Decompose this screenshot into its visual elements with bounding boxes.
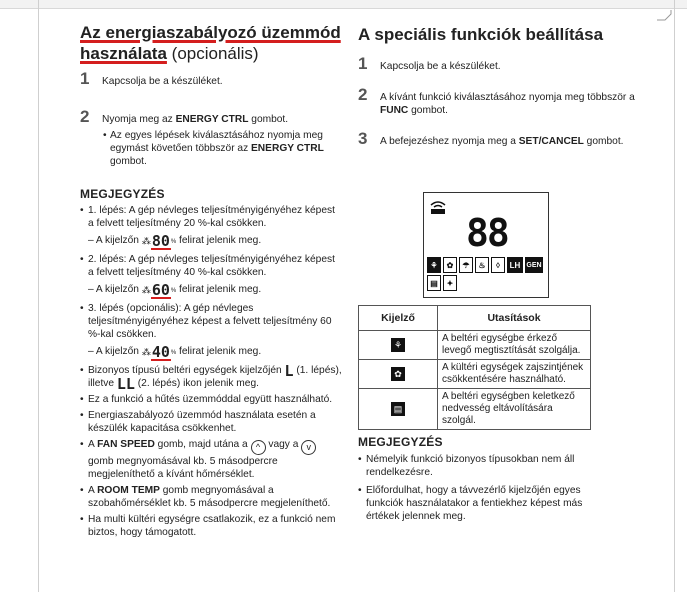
step1-level-icon: L <box>284 362 294 380</box>
percent-sign: % <box>170 288 177 294</box>
table-cell-text: A beltéri egységben keletkező nedvesség eltávolítására szolgál. <box>438 389 591 430</box>
right-step-1 <box>358 54 648 73</box>
left-title <box>80 22 342 64</box>
left-title-optional: (opcionális) <box>166 44 259 63</box>
note-item: • Némelyik funkció bizonyos típusokban nem áll rendelkezésre. <box>358 453 608 479</box>
step-text-post: gombot. <box>248 114 289 125</box>
step-text: Kapcsolja be a készüléket. <box>102 76 223 87</box>
remote-lcd-display <box>423 192 549 298</box>
step-text <box>380 91 648 117</box>
step-number: 3 <box>358 129 368 148</box>
left-notes-list <box>80 204 342 539</box>
step-number: 2 <box>80 107 90 126</box>
header-display: Kijelző <box>359 306 438 331</box>
right-note-heading: MEGJEGYZÉS <box>358 435 443 449</box>
step-text: Kapcsolja be a készüléket. <box>380 61 501 72</box>
star-icon: ✦ <box>443 275 457 291</box>
note-dash-line <box>88 283 342 299</box>
dash-pre: – A kijelzőn <box>88 235 142 246</box>
display-icon-row <box>427 257 545 275</box>
note-item <box>80 484 342 510</box>
ion-icon: ⚘ <box>427 257 441 273</box>
step-sub-bullet: • Az egyes lépések kiválasztásához nyomja meg egymást követően többször az ENERGY CTRL gombot. <box>103 130 324 167</box>
table-header-row <box>359 306 591 331</box>
note-item: • Ez a funkció a hűtés üzemmóddal együtt használható. <box>80 393 342 406</box>
left-note-heading: MEGJEGYZÉS <box>80 187 165 201</box>
step2-level-icon: LL <box>116 375 135 393</box>
energy-value-40: 40 <box>151 343 170 361</box>
humidity-icon: ▤ <box>391 402 405 416</box>
note-text-a: Bizonyos típusú beltéri egységek kijelzőjén <box>88 365 285 376</box>
table-row <box>359 360 591 389</box>
signal-icon <box>429 199 447 215</box>
note-text: 1. lépés: A gép névleges teljesítményigényéhez képest a felvett teljesítmény 20 %-kal csökken. <box>88 205 335 229</box>
dash-post: felirat jelenik meg. <box>176 235 262 246</box>
table-row <box>359 331 591 360</box>
note-item <box>80 302 342 361</box>
page-corner-icon <box>655 8 673 22</box>
note-dash-line <box>88 345 342 361</box>
page-left-edge <box>38 0 39 592</box>
left-title-line2: használata <box>80 44 167 63</box>
sub-text-pre: Az egyes lépések kiválasztásához nyomja meg egymást követően többször az <box>110 130 323 154</box>
note-text-c: (2. lépés) ikon jelenik meg. <box>134 378 259 389</box>
note-text-a: A <box>88 439 98 450</box>
func-label: FUNC <box>380 105 409 116</box>
humidity-icon: ♨ <box>475 257 489 273</box>
fan-icon: ⁂ <box>141 236 151 246</box>
note-item <box>80 204 342 250</box>
sub-text-bold: ENERGY CTRL <box>251 143 324 154</box>
energy-value-80: 80 <box>151 232 170 250</box>
table-row <box>359 389 591 430</box>
note-item: • Ha multi kültéri egységre csatlakozik, ez a funkció nem biztos, hogy támogatott. <box>80 513 342 539</box>
note-text-c: gomb, majd utána a <box>154 439 251 450</box>
step-text-post: gombot. <box>408 105 448 116</box>
clean-icon: ✿ <box>443 257 457 273</box>
right-notes <box>358 436 608 523</box>
percent-sign: % <box>170 239 177 245</box>
note-text-b: (1. lépés), illetve <box>88 365 342 389</box>
left-title-line1: Az energiaszabályozó üzemmód <box>80 23 341 42</box>
viewer-top-strip <box>0 0 687 9</box>
step-text-pre: A befejezéshez nyomja meg a <box>380 136 519 147</box>
percent-sign: % <box>170 350 177 356</box>
table-cell-icon <box>359 331 438 360</box>
set-cancel-label: SET/CANCEL <box>518 136 584 147</box>
quiet-icon: ✿ <box>391 367 405 381</box>
sub-text-post: gombot. <box>110 156 147 167</box>
down-button-icon: v <box>301 440 316 455</box>
step-text-post: gombot. <box>583 136 624 147</box>
step-number: 1 <box>358 54 368 73</box>
table-cell-text: A beltéri egységbe érkező levegő megtisztítását szolgálja. <box>438 331 591 360</box>
note-item: • Előfordulhat, hogy a távvezérlő kijelzőjén egyes funkciók használatakor a fentiekhez képest más értékek jelennek meg. <box>358 484 608 523</box>
right-step-3 <box>358 129 648 148</box>
fan-icon: ⁂ <box>141 347 151 357</box>
right-notes-list <box>358 453 608 523</box>
note-text-a: A <box>88 485 98 496</box>
up-button-icon: ^ <box>251 440 266 455</box>
purify-icon: ⚘ <box>391 338 405 352</box>
fan-icon: ⁂ <box>141 285 151 295</box>
dry-icon: ☂ <box>459 257 473 273</box>
left-column <box>80 22 342 539</box>
table-cell-icon <box>359 360 438 389</box>
note-text: 2. lépés: A gép névleges teljesítményigényéhez képest a felvett teljesítmény 40 %-kal csökken. <box>88 254 335 278</box>
lh-icon: LH <box>507 257 523 273</box>
step-text <box>102 113 342 126</box>
right-title: A speciális funkciók beállítása <box>358 25 604 44</box>
step-number: 1 <box>80 69 90 88</box>
step-number: 2 <box>358 85 368 104</box>
display-icon-row2 <box>427 275 477 293</box>
header-instructions: Utasítások <box>438 306 591 331</box>
note-item <box>80 362 342 393</box>
step-text-pre: A kívánt funkció kiválasztásához nyomja meg többször a <box>380 92 635 103</box>
dash-post: felirat jelenik meg. <box>176 284 262 295</box>
energy-ctrl-label: ENERGY CTRL <box>175 114 249 125</box>
right-step-2 <box>358 85 648 117</box>
note-text-d: vagy a <box>265 439 302 450</box>
fan-speed-label: FAN SPEED <box>97 439 155 450</box>
table-cell-icon <box>359 389 438 430</box>
room-temp-label: ROOM TEMP <box>97 485 160 496</box>
drop-icon: ◊ <box>491 257 505 273</box>
step-text-pre: Nyomja meg az <box>102 114 176 125</box>
energy-value-60: 60 <box>151 281 170 299</box>
dash-pre: – A kijelzőn <box>88 346 142 357</box>
heat-icon: ▤ <box>427 275 441 291</box>
left-step-2 <box>80 107 342 168</box>
note-item <box>80 253 342 299</box>
display-digits: 88 <box>466 211 508 255</box>
step-text <box>380 135 648 148</box>
page-right-edge <box>674 0 675 592</box>
dash-pre: – A kijelzőn <box>88 284 142 295</box>
table-cell-text: A kültéri egységek zajszintjének csökkentésére használható. <box>438 360 591 389</box>
note-text-c: gomb megnyomásával a szobahőmérséklet kb. 5 másodpercre megjeleníthető. <box>88 485 331 509</box>
gen-icon: GEN <box>525 257 543 273</box>
left-step-1 <box>80 69 342 88</box>
note-item <box>80 438 342 481</box>
dash-post: felirat jelenik meg. <box>176 346 262 357</box>
function-table <box>358 305 591 430</box>
right-column <box>358 22 648 148</box>
note-item: • Energiaszabályozó üzemmód használata esetén a készülék kapacitása csökkenhet. <box>80 409 342 435</box>
note-dash-line <box>88 234 342 250</box>
note-text-e: gomb megnyomásával kb. 5 másodpercre megjeleníthető a kívánt hőmérséklet. <box>88 456 278 480</box>
note-text: 3. lépés (opcionális): A gép névleges teljesítményigényéhez képest a felvett teljesítmény 60 %-kal csökken. <box>88 303 332 340</box>
